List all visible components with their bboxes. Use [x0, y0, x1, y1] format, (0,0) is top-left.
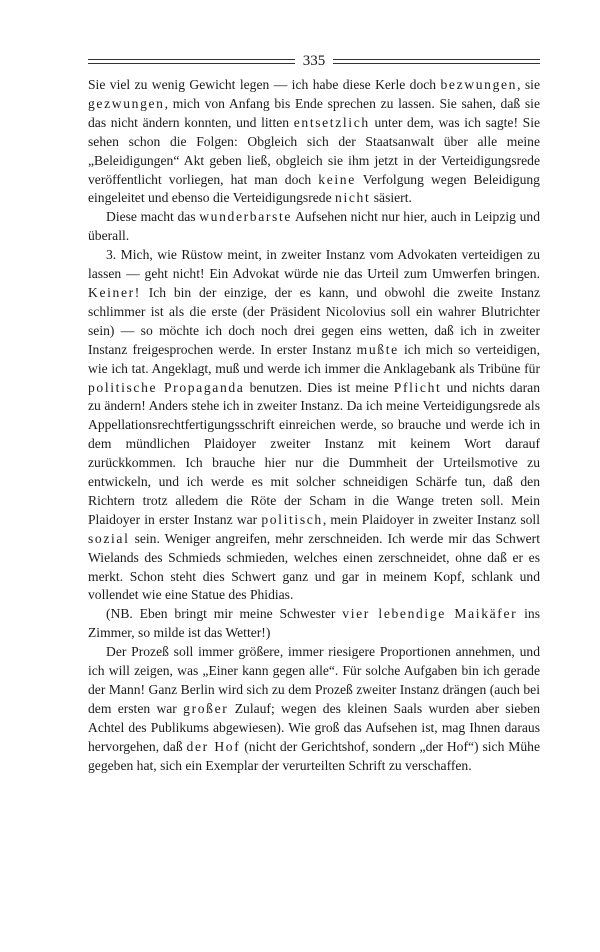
text-run: , sie	[517, 77, 540, 92]
emphasized-text: politische Propaganda	[88, 379, 245, 395]
emphasized-text: großer	[183, 700, 229, 716]
page-number: 335	[302, 53, 326, 69]
text-run: (NB. Eben bringt mir meine Schwester	[106, 606, 343, 622]
emphasized-text: keine	[318, 171, 356, 187]
text-run: Aufsehen nicht nur hier, auch in Leipzig und überall.	[88, 209, 540, 244]
text-run: ich mich so verteidigen, wie ich tat. Angeklagt, muß und werde ich immer die Anklagebank als Tribüne für	[88, 341, 540, 376]
emphasized-text: vier lebendige Maikäfer	[342, 606, 518, 622]
paragraph	[88, 76, 540, 208]
emphasized-text: Pflicht	[393, 379, 442, 395]
header-rule-left	[88, 59, 295, 64]
paragraph	[88, 208, 540, 246]
text-run: ins Zimmer, so milde ist das Wetter!)	[88, 606, 541, 641]
header-rule-right	[333, 59, 540, 64]
paragraph	[88, 246, 540, 605]
text-run: säsiert.	[370, 190, 412, 206]
emphasized-text: mußte	[356, 341, 399, 357]
text-run: Diese macht das	[106, 209, 200, 225]
text-run: , mich von Anfang bis Ende sprechen zu lassen. Sie sahen, daß sie das nicht ändern konnten, und litten	[88, 95, 540, 130]
emphasized-text: gezwungen	[88, 95, 165, 111]
paragraph	[88, 643, 540, 775]
text-run: Der Prozeß soll immer größere, immer riesigere Proportionen annehmen, und ich will zeigen, was „Einer kann gegen alle“. Für solche Aufgaben bin ich gerade der Mann! Ganz Berlin wird sich zu dem Prozeß zweiter Instanz drängen (auch bei dem ersten war	[88, 644, 540, 716]
text-run: 3. Mich, wie Rüstow meint, in zweiter Instanz vom Advokaten verteidigen zu lassen — geht nicht! Ein Advokat würde nie das Urteil zum Umwerfen bringen.	[88, 247, 540, 282]
text-run: unter dem, was ich sagte! Sie sehen schon die Folgen: Obgleich sich der Staatsanwalt über alle meine „Beleidigungen“ Akt geben ließ, obgleich sie ihm jetzt in der Verteidigungsrede veröffentlicht vorliegen, hat man doch	[88, 114, 541, 187]
text-run: (nicht der Gerichtshof, sondern „der Hof“) sich Mühe gegeben hat, sich ein Exemplar der verurteilten Schrift zu verschaffen.	[88, 738, 540, 773]
emphasized-text: bezwungen	[440, 77, 518, 92]
text-run: Verfolgung wegen Beleidigung eingeleitet und ebenso die Verteidigungsrede	[88, 171, 540, 206]
emphasized-text: nicht	[335, 190, 371, 206]
emphasized-text: der Hof	[186, 738, 241, 754]
paragraph	[88, 605, 540, 643]
page-body	[88, 76, 540, 776]
emphasized-text: wunderbarste	[199, 209, 293, 225]
text-run: und nichts daran zu ändern! Anders stehe ich in zweiter Instanz. Da ich meine Verteidigungsrede als Appellationsrechtfertigungsschrift einreichen werde, so brauche und werde ich in dem mündlichen Plaidoyer zweiter Instanz mit keinem Wort darauf zurückkommen. Ich brauche hier nur die Dummheit der Urteilsmotive zu entwickeln, und ich werde es mit solcher schneidigen Schärfe tun, daß den Richtern trotz alledem die Röte der Scham in die Wange treten soll. Mein Plaidoyer in erster Instanz war	[88, 379, 540, 527]
text-run: Zulauf; wegen des kleinen Saals wurden aber sieben Achtel des Publikums abgewiesen). Wie groß das Aufsehen ist, mag Ihnen daraus hervorgehen, daß	[88, 700, 541, 754]
emphasized-text: entsetzlich	[293, 114, 370, 130]
emphasized-text: Keiner!	[88, 284, 141, 300]
text-run: sein. Weniger angreifen, mehr zerschneiden. Ich werde mir das Schwert Wielands des Schmieds schmieden, welches einen zerschneidet, ohne daß er es merkt. Schon steht dies Schwert ganz und gar in meinem Kopf, schlank und vollendet wie eine Statue des Phidias.	[88, 530, 540, 603]
text-run: Ich bin der einzige, der es kann, und obwohl die zweite Instanz schlimmer ist als die erste (der Präsident Nicolovius soll ein wahrer Blutrichter sein) — so möchte ich doch noch drei gegen eins wetten, daß ich in zweiter Instanz freigesprochen werde. In erster Instanz	[88, 284, 540, 357]
emphasized-text: politisch	[261, 511, 323, 527]
text-run: , mein Plaidoyer in zweiter Instanz soll	[322, 511, 540, 527]
emphasized-text: sozial	[88, 530, 130, 546]
text-run: Sie viel zu wenig Gewicht legen — ich habe diese Kerle doch	[88, 77, 441, 92]
text-run: benutzen. Dies ist meine	[244, 379, 394, 395]
page-header	[88, 52, 540, 70]
